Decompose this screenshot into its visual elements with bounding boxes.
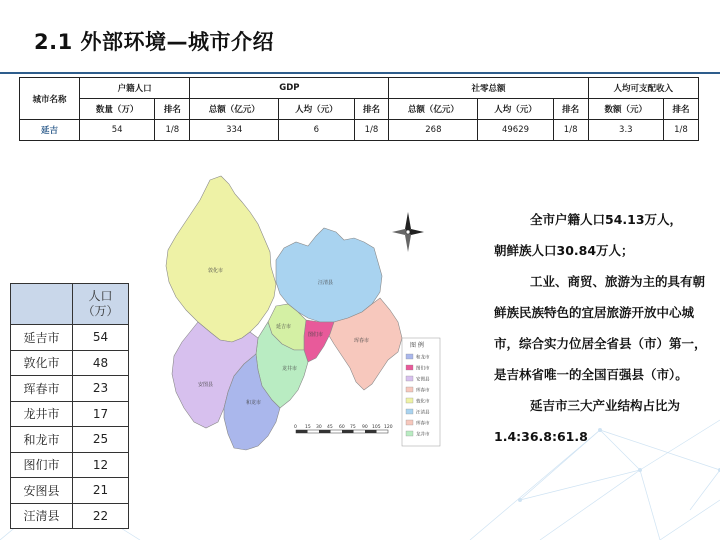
population-value-cell: 22 <box>73 503 129 529</box>
legend-label: 珲春市 <box>416 421 430 427</box>
scale-label: 30 <box>316 425 322 430</box>
scale-label: 90 <box>362 425 368 430</box>
description-paragraph-3: 延吉市三大产业结构占比为1.4:36.8:61.8 <box>494 398 681 444</box>
population-value-cell: 23 <box>73 376 129 402</box>
header-empty-cell <box>11 284 73 325</box>
legend-label: 图们市 <box>416 366 430 372</box>
subheader-cell: 排名 <box>663 99 698 120</box>
scale-label: 0 <box>294 425 297 430</box>
legend-label: 和龙市 <box>416 355 430 361</box>
table-cell: 1/8 <box>663 120 698 141</box>
legend-swatch <box>406 376 413 381</box>
table-row <box>11 325 129 351</box>
subheader-cell: 人均（元） <box>279 99 354 120</box>
table-cell: 1/8 <box>354 120 389 141</box>
legend-swatch <box>406 365 413 370</box>
table-row <box>11 401 129 427</box>
population-value-cell: 12 <box>73 452 129 478</box>
scale-bar <box>294 424 393 433</box>
region-label: 图们市 <box>308 332 324 338</box>
legend-swatch <box>406 420 413 425</box>
header-population-unit <box>73 284 129 325</box>
subheader-cell: 数额（元） <box>588 99 663 120</box>
population-table <box>10 283 129 529</box>
header-population: 户籍人口 <box>80 78 190 99</box>
table-row <box>11 503 129 529</box>
city-name-cell: 龙井市 <box>11 401 73 427</box>
table-header-row <box>20 78 699 99</box>
region-tumen <box>304 320 334 362</box>
legend-swatch <box>406 409 413 414</box>
description-line-1: 全市户籍人口54.13万人， <box>530 212 683 227</box>
table-cell: 49629 <box>478 120 553 141</box>
scale-label: 60 <box>339 425 345 430</box>
city-name-cell: 图们市 <box>11 452 73 478</box>
description-paragraph-2: 工业、商贸、旅游为主的具有朝鲜族民族特色的宜居旅游开放中心城市，综合实力位居全省县（市）第一，是吉林省唯一的全国百强县（市）。 <box>494 274 707 382</box>
scale-label: 120 <box>384 425 393 430</box>
city-name-cell: 汪清县 <box>11 503 73 529</box>
row-city-name: 延吉 <box>20 120 80 141</box>
subheader-cell: 人均（元） <box>478 99 553 120</box>
table-row <box>11 350 129 376</box>
city-summary-table <box>19 77 699 141</box>
compass-rose-icon <box>392 212 424 252</box>
population-value-cell: 21 <box>73 478 129 504</box>
table-cell: 54 <box>80 120 155 141</box>
region-label: 汪清县 <box>318 280 334 286</box>
table-cell: 6 <box>279 120 354 141</box>
title-divider <box>0 72 720 74</box>
region-label: 延吉市 <box>276 324 292 330</box>
table-row <box>11 452 129 478</box>
table-cell: 334 <box>190 120 279 141</box>
subheader-cell: 排名 <box>155 99 190 120</box>
city-name-cell: 珲春市 <box>11 376 73 402</box>
header-gdp: GDP <box>190 78 389 99</box>
city-description <box>494 204 708 452</box>
subheader-cell: 总额（亿元） <box>389 99 478 120</box>
table-cell: 1/8 <box>553 120 588 141</box>
population-header-row <box>11 284 129 325</box>
city-name-cell: 敦化市 <box>11 350 73 376</box>
header-line-1: 人口 <box>88 289 113 303</box>
table-row <box>11 376 129 402</box>
legend-swatch <box>406 387 413 392</box>
legend-swatch <box>406 398 413 403</box>
header-income: 人均可支配收入 <box>588 78 698 99</box>
page-title: 2.1 外部环境—城市介绍 <box>34 30 275 54</box>
scale-label: 15 <box>305 425 311 430</box>
legend-label: 龙井市 <box>416 432 430 438</box>
region-label: 敦化市 <box>208 268 224 274</box>
table-row <box>20 120 699 141</box>
yanbian-region-map <box>158 172 500 477</box>
legend-label: 珲春市 <box>416 388 430 394</box>
scale-label: 75 <box>350 425 356 430</box>
header-retail: 社零总额 <box>389 78 588 99</box>
table-subheader-row <box>20 99 699 120</box>
table-row <box>11 427 129 453</box>
legend-label: 敦化市 <box>416 399 430 405</box>
subheader-cell: 排名 <box>553 99 588 120</box>
legend-title: 图 例 <box>410 342 424 349</box>
table-cell: 1/8 <box>155 120 190 141</box>
table-cell: 3.3 <box>588 120 663 141</box>
description-line-2: 朝鲜族人口30.84万人； <box>494 243 634 258</box>
header-city-name: 城市名称 <box>20 78 80 120</box>
population-value-cell: 25 <box>73 427 129 453</box>
subheader-cell: 数量（万） <box>80 99 155 120</box>
region-label: 龙井市 <box>282 366 298 372</box>
city-name-cell: 安图县 <box>11 478 73 504</box>
population-value-cell: 48 <box>73 350 129 376</box>
city-name-cell: 延吉市 <box>11 325 73 351</box>
legend-swatch <box>406 354 413 359</box>
city-name-cell: 和龙市 <box>11 427 73 453</box>
scale-label: 105 <box>372 425 381 430</box>
population-value-cell: 54 <box>73 325 129 351</box>
population-value-cell: 17 <box>73 401 129 427</box>
region-label: 安图县 <box>198 382 214 388</box>
map-legend <box>402 338 440 446</box>
legend-swatch <box>406 431 413 436</box>
region-label: 珲春市 <box>354 338 370 344</box>
region-label: 和龙市 <box>246 400 262 406</box>
legend-label: 汪清县 <box>416 410 430 416</box>
subheader-cell: 排名 <box>354 99 389 120</box>
scale-label: 45 <box>327 425 333 430</box>
region-dunhua <box>166 176 276 342</box>
table-cell: 268 <box>389 120 478 141</box>
header-line-2: （万） <box>82 304 119 318</box>
subheader-cell: 总额（亿元） <box>190 99 279 120</box>
table-row <box>11 478 129 504</box>
legend-label: 安图县 <box>416 377 430 383</box>
